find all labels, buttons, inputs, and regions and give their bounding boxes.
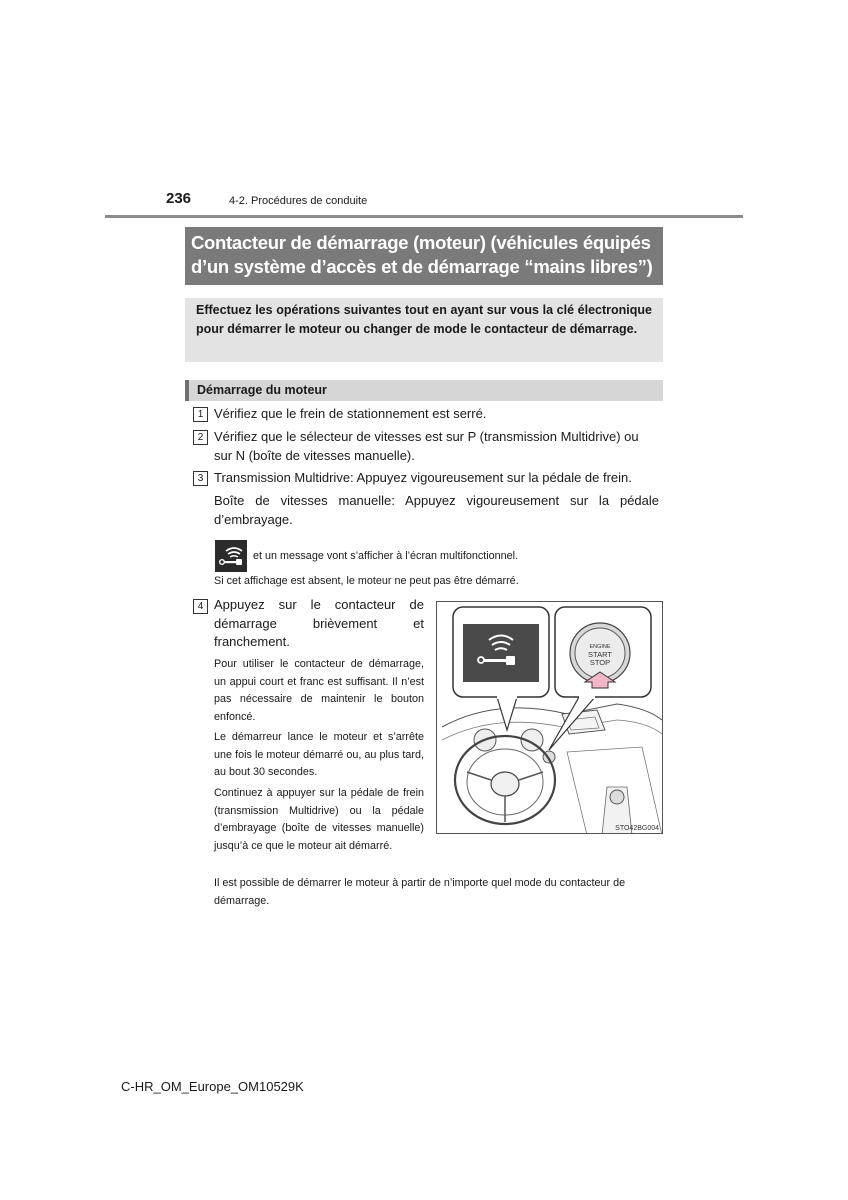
header-divider	[105, 215, 743, 218]
closing-note: Il est possible de démarrer le moteur à partir de n’importe quel mode du contacteur de démarrage.	[214, 877, 626, 907]
button-label-engine: ENGINE	[589, 644, 611, 650]
page-number: 236	[166, 190, 192, 207]
button-label-start: START	[588, 650, 612, 659]
step-4-note-2: Le démarreur lance le moteur et s’arrête une fois le moteur démarré ou, au plus tard, au bout 30 secondes.	[214, 731, 424, 778]
key-indicator-icon	[215, 540, 247, 572]
step-number-4: 4	[193, 599, 208, 614]
dashboard-drawing	[437, 602, 663, 834]
button-label-stop: STOP	[589, 658, 611, 667]
icon-note: et un message vont s’afficher à l’écran multifonctionnel.	[253, 550, 519, 562]
step-number-2: 2	[193, 430, 208, 445]
intro-box: Effectuez les opérations suivantes tout en ayant sur vous la clé électronique pour démarrer le moteur ou changer de mode le contacteur de démarrage.	[185, 298, 663, 362]
step-2-text-line-2: sur N (boîte de vitesses manuelle).	[214, 448, 415, 463]
section-reference: 4-2. Procédures de conduite	[229, 195, 368, 207]
step-4-note-3: Continuez à appuyer sur la pédale de frein (transmission Multidrive) ou la pédale d’embrayage (boîte de vitesses manuelle) jusqu’à ce que le moteur ait démarré.	[214, 787, 424, 852]
page-title-line-2: d’un système d’accès et de démarrage “mains libres”)	[191, 256, 653, 277]
step-number-3: 3	[193, 471, 208, 486]
icon-warning: Si cet affichage est absent, le moteur ne peut pas être démarré.	[214, 575, 519, 587]
subsection-heading: Démarrage du moteur	[185, 380, 663, 401]
footer-code: C-HR_OM_Europe_OM10529K	[121, 1079, 304, 1094]
page-title	[185, 227, 663, 285]
step-number-1: 1	[193, 407, 208, 422]
page-title-line-1: Contacteur de démarrage (moteur) (véhicules équipés	[191, 232, 651, 253]
step-3-extra-text: Boîte de vitesses manuelle: Appuyez vigoureusement sur la pédale d’embrayage.	[214, 493, 659, 527]
step-2-text-line-1: Vérifiez que le sélecteur de vitesses est sur P (transmission Multidrive) ou	[214, 429, 639, 444]
start-button-illustration	[436, 601, 663, 834]
step-4-text: Appuyez sur le contacteur de démarrage brièvement et franchement.	[214, 597, 424, 649]
step-1-text: Vérifiez que le frein de stationnement est serré.	[214, 406, 487, 421]
step-3-text: Transmission Multidrive: Appuyez vigoureusement sur la pédale de frein.	[214, 470, 632, 485]
step-4-note-1: Pour utiliser le contacteur de démarrage, un appui court et franc est suffisant. Il n’est pas nécessaire de maintenir le bouton enfoncé.	[214, 658, 424, 723]
figure-code: STO42BG004	[615, 825, 659, 832]
